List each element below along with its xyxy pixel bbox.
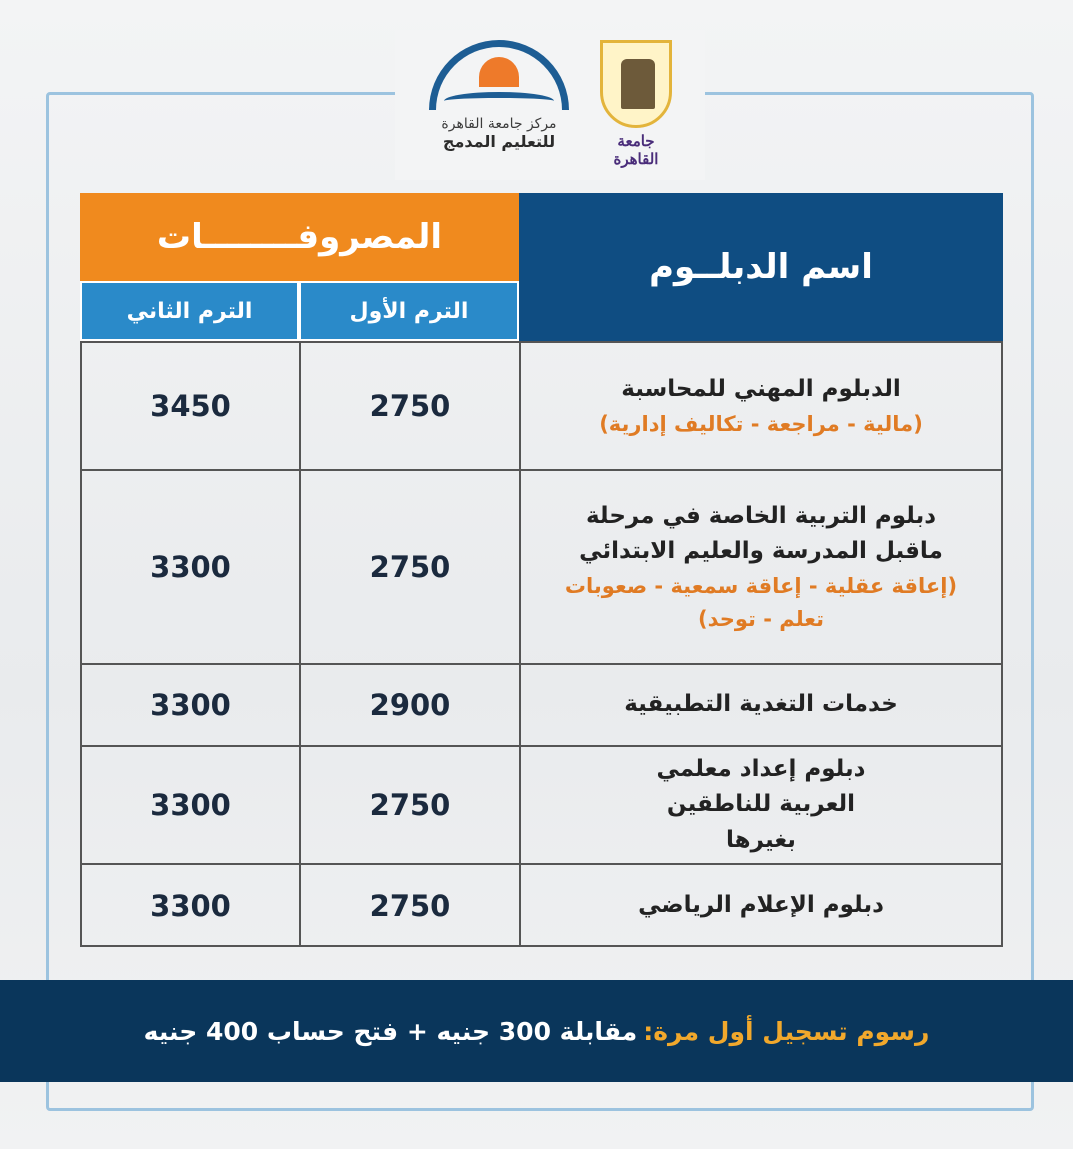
cairo-university-logo — [596, 40, 676, 170]
term1-fee: 2750 — [299, 747, 519, 863]
term2-fee: 3300 — [150, 550, 231, 584]
logo-line1: مركز جامعة القاهرة — [441, 116, 557, 132]
diploma-name: الدبلوم المهني للمحاسبة — [621, 375, 901, 402]
blended-learning-center-logo — [424, 40, 574, 170]
term2-fee: 3300 — [150, 788, 231, 822]
logo-line2: للتعليم المدمج — [442, 132, 556, 151]
fees-table — [80, 341, 1003, 947]
table-row — [82, 863, 1001, 947]
diploma-name: خدمات التغدية التطبيقية — [624, 691, 898, 718]
header-term1: الترم الأول — [299, 281, 519, 341]
term1-fee: 2750 — [299, 865, 519, 947]
table-row — [82, 341, 1001, 469]
diploma-name: دبلوم التربية الخاصة في مرحلة ماقبل المدرسة والعليم الابتدائي — [579, 502, 943, 565]
term2-fee: 3300 — [150, 889, 231, 923]
diploma-name: دبلوم الإعلام الرياضي — [638, 892, 884, 919]
term1-fee: 2750 — [299, 343, 519, 469]
registration-fees-banner — [0, 980, 1073, 1082]
header-term2: الترم الثاني — [80, 281, 299, 341]
header-diploma-name: اسم الدبلــوم — [519, 193, 1003, 341]
diploma-subtitle: (مالية - مراجعة - تكاليف إدارية) — [599, 411, 923, 436]
table-row — [82, 663, 1001, 745]
term2-fee: 3300 — [150, 688, 231, 722]
header-fees: المصروفــــــــات — [80, 193, 519, 281]
logos — [395, 30, 705, 180]
registration-value: مقابلة 300 جنيه + فتح حساب 400 جنيه — [143, 1016, 638, 1046]
term1-fee: 2750 — [299, 471, 519, 663]
university-name: جامعة القاهرة — [613, 132, 659, 168]
table-row — [82, 469, 1001, 663]
diploma-subtitle: (إعاقة عقلية - إعاقة سمعية - صعوبات تعلم - توحد) — [564, 574, 958, 631]
diploma-name: دبلوم إعداد معلمي العربية للناطقين بغيرها — [656, 755, 866, 853]
term1-fee: 2900 — [299, 665, 519, 745]
registration-label: رسوم تسجيل أول مرة: — [643, 1016, 930, 1046]
table-row — [82, 745, 1001, 863]
term2-fee: 3450 — [150, 389, 231, 423]
